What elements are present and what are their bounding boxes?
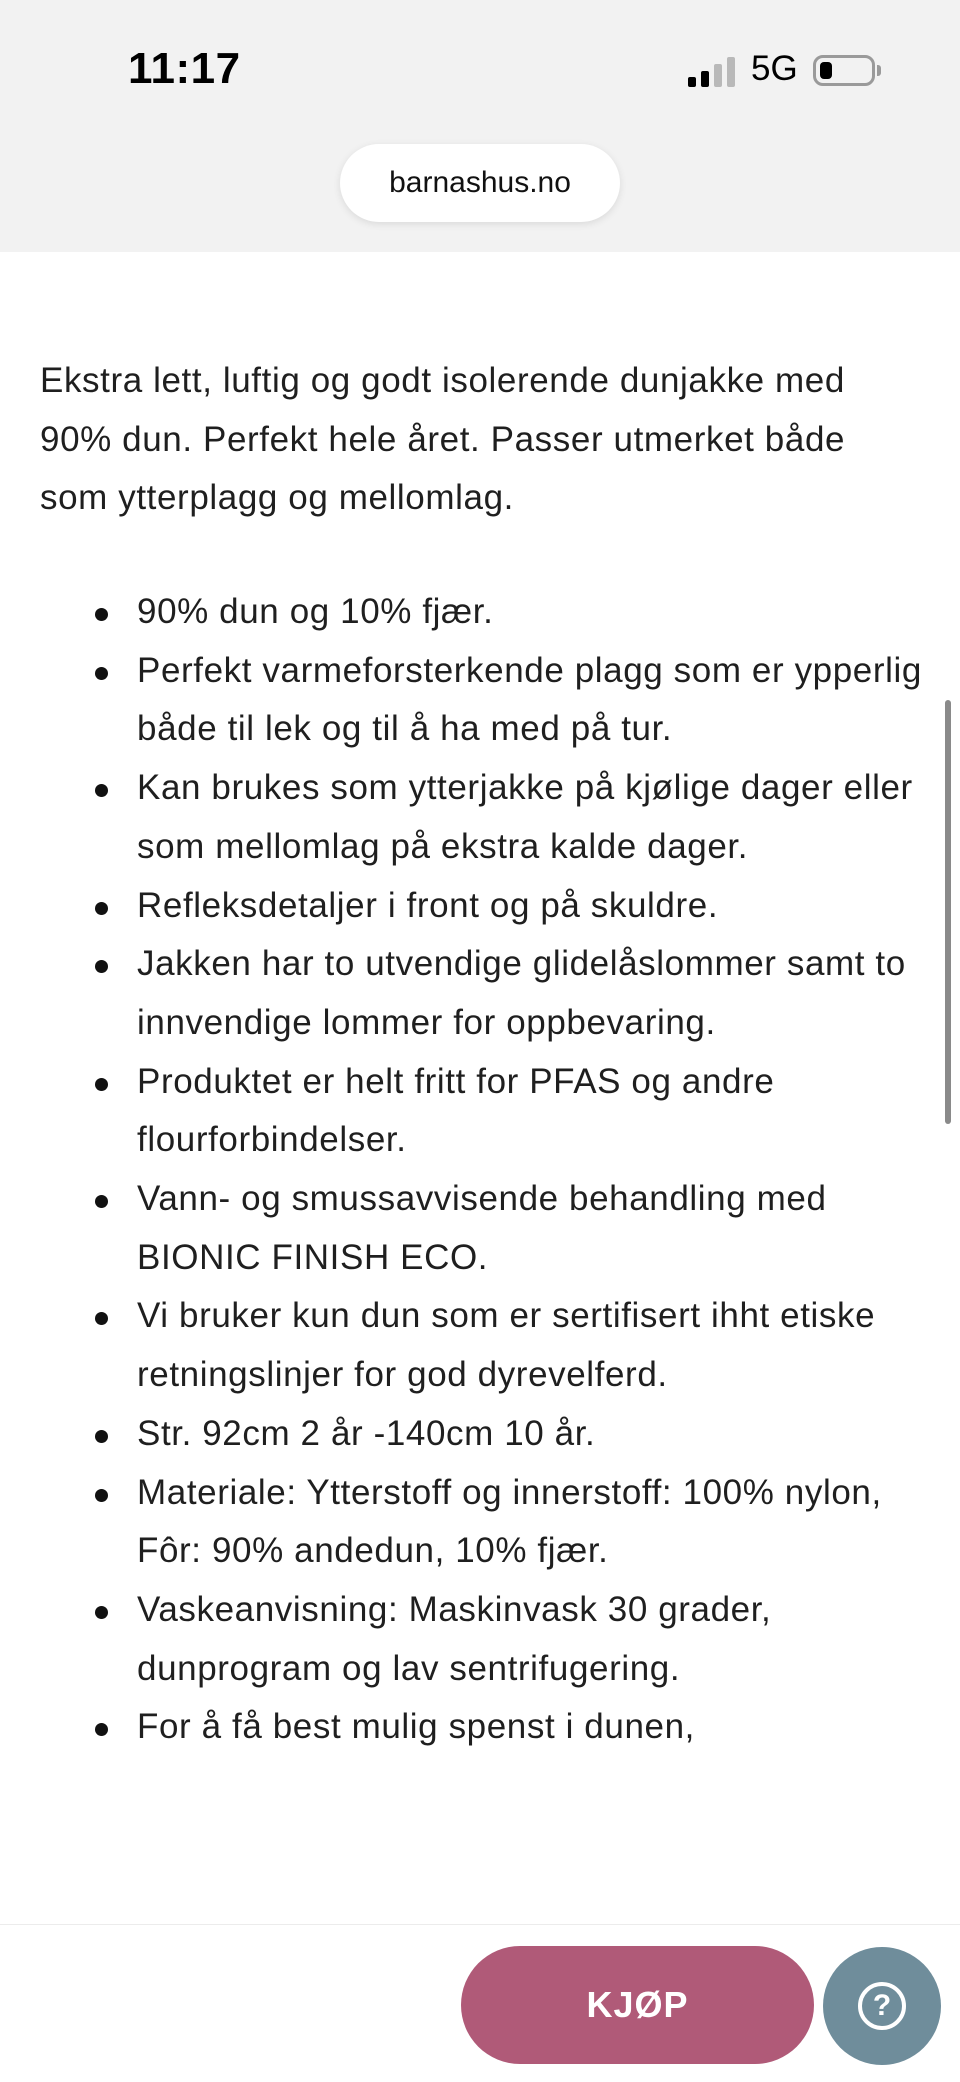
list-item-text: Jakken har to utvendige glidelåslommer samt to innvendige lommer for oppbevaring. [137,944,906,1042]
browser-top-bar [0,0,960,252]
list-item-text: For å få best mulig spenst i dunen, [137,1707,695,1747]
list-item [137,642,923,759]
scrollbar[interactable] [945,700,951,1124]
list-item-text: Vi bruker kun dun som er sertifisert ihht etiske retningslinjer for god dyrevelferd. [137,1296,876,1395]
list-item-text: Str. 92cm 2 år -140cm 10 år. [137,1413,596,1453]
bullet-icon [95,1312,108,1325]
bullet-icon [95,667,108,680]
list-item [137,759,923,876]
list-item [137,583,923,642]
list-item [137,877,923,936]
list-item [137,1287,923,1404]
list-item-text: 90% dun og 10% fjær. [137,592,494,631]
bullet-icon [95,1078,108,1091]
battery-cap [877,65,881,76]
bullet-icon [95,1430,108,1443]
cellular-signal-icon [688,55,738,87]
list-item-text: Kan brukes som ytterjakke på kjølige dager eller som mellomlag på ekstra kalde dager. [137,768,913,866]
battery-icon [813,55,875,86]
list-item [137,935,923,1052]
network-type: 5G [751,49,798,88]
help-button[interactable] [823,1947,941,2065]
bullet-icon [95,1489,108,1502]
question-circle-icon: ? [858,1982,906,2030]
bullet-icon [95,1195,108,1208]
bullet-icon [95,960,108,973]
list-item-text: Vaskeanvisning: Maskinvask 30 grader, dunprogram og lav sentrifugering. [137,1589,772,1688]
status-time: 11:17 [128,44,241,93]
sticky-action-bar [0,1924,960,2082]
bullet-icon [95,1606,108,1619]
address-bar[interactable]: barnashus.no [340,144,620,222]
list-item [137,1698,923,1757]
list-item-text: Vann- og smussavvisende behandling med BIONIC FINISH ECO. [137,1179,827,1277]
list-item [137,1405,923,1464]
bullet-icon [95,902,108,915]
product-intro: Ekstra lett, luftig og godt isolerende dunjakke med 90% dun. Perfekt hele året. Passer utmerket både som ytterplagg og mellomlag. [40,361,846,518]
bullet-icon [95,784,108,797]
list-item [137,1581,923,1698]
bullet-icon [95,1723,108,1736]
list-item [137,1053,923,1170]
list-item-text: Perfekt varmeforsterkende plagg som er ypperlig både til lek og til å ha med på tur. [137,650,922,749]
list-item [137,1170,923,1287]
list-item-text: Refleksdetaljer i front og på skuldre. [137,885,719,925]
list-item-text: Produktet er helt fritt for PFAS og andre flourforbindelser. [137,1061,775,1160]
buy-button[interactable]: KJØP [461,1946,814,2064]
feature-list [0,583,960,1757]
list-item-text: Materiale: Ytterstoff og innerstoff: 100% nylon, Fôr: 90% andedun, 10% fjær. [137,1472,882,1571]
battery-level [820,62,832,79]
bullet-icon [95,608,108,621]
list-item [137,1464,923,1581]
